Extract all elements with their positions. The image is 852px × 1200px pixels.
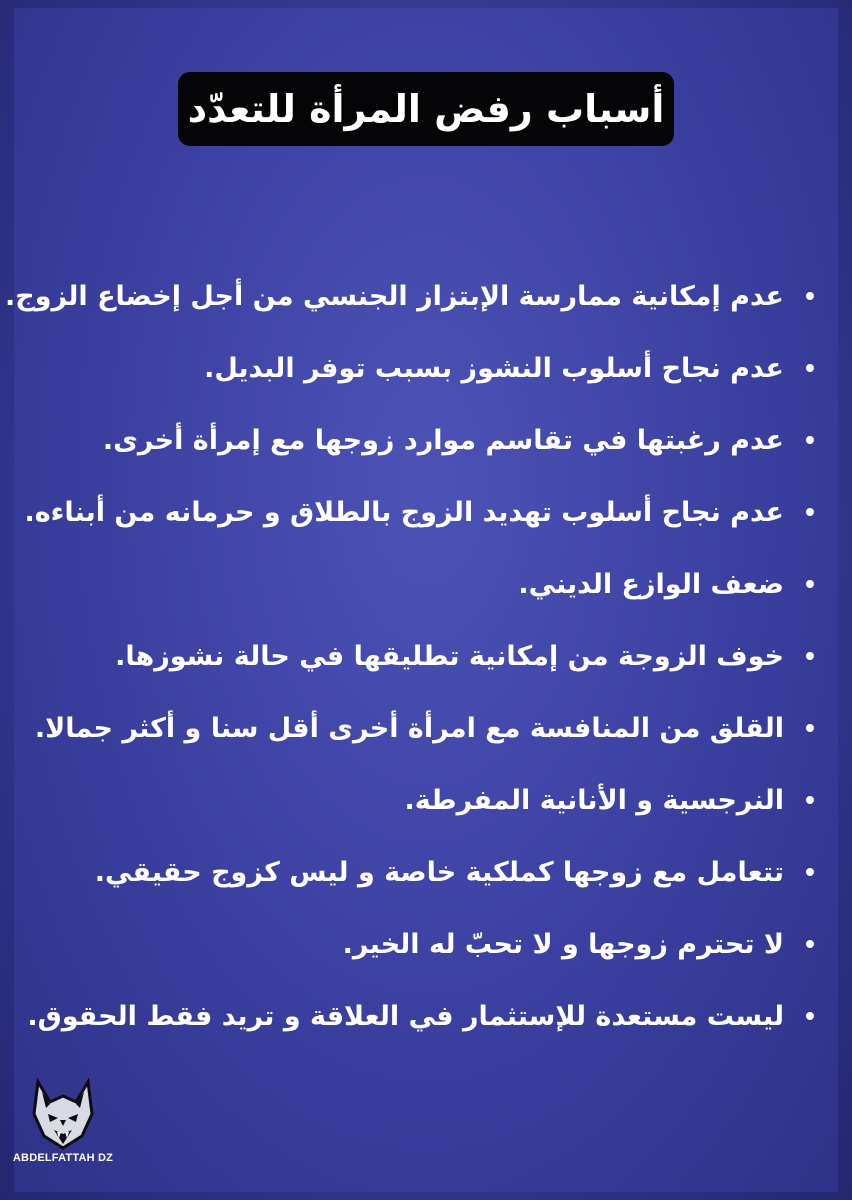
list-item bbox=[34, 764, 814, 836]
list-item bbox=[34, 908, 814, 980]
reasons-list bbox=[5, 260, 814, 1052]
list-item-text: تتعامل مع زوجها كملكية خاصة و ليس كزوج حقيقي. bbox=[94, 856, 784, 888]
list-item-text: النرجسية و الأنانية المفرطة. bbox=[404, 784, 784, 816]
list-item-text: خوف الزوجة من إمكانية تطليقها في حالة نشوزها. bbox=[115, 640, 784, 672]
list-item bbox=[5, 260, 814, 332]
page-title: أسباب رفض المرأة للتعدّد bbox=[187, 87, 665, 131]
bullet-icon bbox=[806, 652, 814, 660]
list-item bbox=[34, 332, 814, 404]
bullet-icon bbox=[806, 1012, 814, 1020]
list-item-text: عدم نجاح أسلوب تهديد الزوج بالطلاق و حرمانه من أبناءه. bbox=[24, 496, 784, 528]
list-item-text: ليست مستعدة للإستثمار في العلاقة و تريد فقط الحقوق. bbox=[27, 1000, 784, 1032]
bullet-icon bbox=[806, 868, 814, 876]
list-item-text: القلق من المنافسة مع امرأة أخرى أقل سنا و أكثر جمالا. bbox=[34, 712, 784, 744]
list-item bbox=[27, 980, 814, 1052]
bullet-icon bbox=[806, 940, 814, 948]
post-card bbox=[5, 8, 838, 1192]
bullet-icon bbox=[806, 436, 814, 444]
list-item bbox=[34, 548, 814, 620]
list-item-text: عدم رغبتها في تقاسم موارد زوجها مع إمرأة أخرى. bbox=[102, 424, 784, 456]
list-item bbox=[34, 620, 814, 692]
list-item-text: ضعف الوازع الديني. bbox=[518, 568, 784, 600]
bullet-icon bbox=[806, 292, 814, 300]
bullet-icon bbox=[806, 724, 814, 732]
list-item-text: عدم نجاح أسلوب النشوز بسبب توفر البديل. bbox=[204, 352, 784, 384]
list-item bbox=[34, 692, 814, 764]
bullet-icon bbox=[806, 796, 814, 804]
list-item-text: عدم إمكانية ممارسة الإبتزاز الجنسي من أجل إخضاع الزوج. bbox=[5, 280, 784, 312]
bullet-icon bbox=[806, 580, 814, 588]
list-item bbox=[34, 836, 814, 908]
brand-name: ABDELFATTAH DZ bbox=[12, 1152, 114, 1164]
bullet-icon bbox=[806, 364, 814, 372]
title-banner bbox=[178, 72, 674, 146]
bullet-icon bbox=[806, 508, 814, 516]
list-item bbox=[34, 404, 814, 476]
brand-logo bbox=[8, 1074, 118, 1184]
list-item-text: لا تحترم زوجها و لا تحبّ له الخير. bbox=[342, 928, 784, 960]
list-item bbox=[24, 476, 814, 548]
wolf-icon bbox=[8, 1074, 118, 1154]
